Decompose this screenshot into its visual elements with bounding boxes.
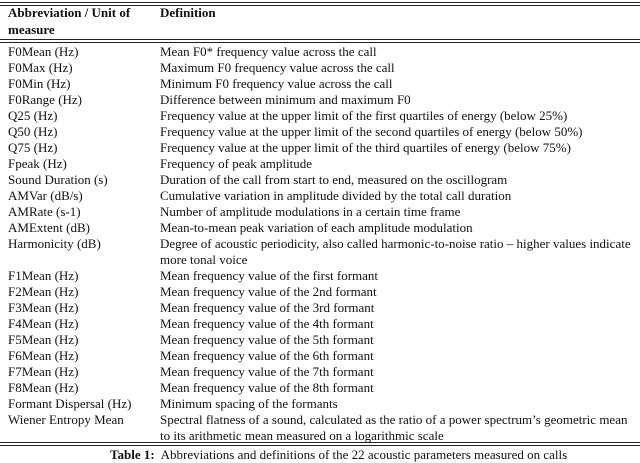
definition-cell: Mean frequency value of the first formant xyxy=(160,268,379,283)
table-caption xyxy=(110,448,567,462)
definition-cell: Maximum F0 frequency value across the call xyxy=(160,60,395,75)
abbreviation-cell: F0Min (Hz) xyxy=(8,76,71,91)
abbreviation-cell: F7Mean (Hz) xyxy=(8,364,79,379)
abbreviation-cell: Q75 (Hz) xyxy=(8,140,58,155)
definition-cell: Cumulative variation in amplitude divided by the total call duration xyxy=(160,188,512,203)
abbreviation-cell: Sound Duration (s) xyxy=(8,172,108,187)
bottom-rule xyxy=(0,442,640,443)
definition-cell: Mean F0* frequency value across the call xyxy=(160,44,377,59)
abbreviation-cell: F1Mean (Hz) xyxy=(8,268,79,283)
abbreviation-cell: F6Mean (Hz) xyxy=(8,348,79,363)
abbreviation-cell: F0Max (Hz) xyxy=(8,60,73,75)
abbreviation-cell: Fpeak (Hz) xyxy=(8,156,67,171)
definition-cell: Degree of acoustic periodicity, also called harmonic-to-noise ratio – higher values indicate more tonal voice xyxy=(160,236,631,267)
header-abbreviation: Abbreviation / Unit of measure xyxy=(8,5,131,37)
abbreviation-cell: AMExtent (dB) xyxy=(8,220,90,235)
abbreviation-cell: F0Mean (Hz) xyxy=(8,44,79,59)
definition-cell: Minimum spacing of the formants xyxy=(160,396,338,411)
definition-cell: Number of amplitude modulations in a certain time frame xyxy=(160,204,461,219)
definition-cell: Mean frequency value of the 4th formant xyxy=(160,316,374,331)
definition-cell: Spectral flatness of a sound, calculated as the ratio of a power spectrum’s geometric mean to its arithmetic mean measured on a logarithmic scale xyxy=(160,412,628,443)
definition-cell: Mean frequency value of the 6th formant xyxy=(160,348,374,363)
definition-cell: Mean frequency value of the 8th formant xyxy=(160,380,374,395)
abbreviation-cell: Q25 (Hz) xyxy=(8,108,58,123)
abbreviation-cell: Formant Dispersal (Hz) xyxy=(8,396,132,411)
caption-text: Abbreviations and definitions of the 22 acoustic parameters measured on calls xyxy=(160,447,568,462)
header-rule xyxy=(0,39,640,40)
definition-cell: Mean-to-mean peak variation of each amplitude modulation xyxy=(160,220,473,235)
definition-cell: Mean frequency value of the 5th formant xyxy=(160,332,374,347)
abbreviation-cell: F2Mean (Hz) xyxy=(8,284,79,299)
abbreviation-cell: AMVar (dB/s) xyxy=(8,188,83,203)
abbreviation-cell: Wiener Entropy Mean xyxy=(8,412,124,427)
definition-cell: Frequency value at the upper limit of the third quartiles of energy (below 75%) xyxy=(160,140,571,155)
header-definition: Definition xyxy=(160,5,216,20)
abbreviation-cell: F4Mean (Hz) xyxy=(8,316,79,331)
top-rule xyxy=(0,2,640,3)
abbreviation-cell: F0Range (Hz) xyxy=(8,92,83,107)
abbreviation-cell: F3Mean (Hz) xyxy=(8,300,79,315)
abbreviation-cell: Q50 (Hz) xyxy=(8,124,58,139)
abbreviation-cell: F8Mean (Hz) xyxy=(8,380,79,395)
definition-cell: Difference between minimum and maximum F0 xyxy=(160,92,411,107)
definition-cell: Minimum F0 frequency value across the call xyxy=(160,76,393,91)
caption-label: Table 1: xyxy=(110,447,155,462)
abbreviation-cell: AMRate (s-1) xyxy=(8,204,81,219)
definition-cell: Frequency value at the upper limit of the second quartiles of energy (below 50%) xyxy=(160,124,583,139)
definition-cell: Duration of the call from start to end, measured on the oscillogram xyxy=(160,172,508,187)
definition-cell: Frequency of peak amplitude xyxy=(160,156,312,171)
abbreviation-cell: Harmonicity (dB) xyxy=(8,236,101,251)
abbreviation-cell: F5Mean (Hz) xyxy=(8,332,79,347)
bottom-rule-2 xyxy=(0,445,640,446)
definition-cell: Mean frequency value of the 3rd formant xyxy=(160,300,375,315)
definition-cell: Mean frequency value of the 2nd formant xyxy=(160,284,377,299)
header-rule-2 xyxy=(0,42,640,43)
definition-cell: Mean frequency value of the 7th formant xyxy=(160,364,374,379)
definition-cell: Frequency value at the upper limit of the first quartiles of energy (below 25%) xyxy=(160,108,568,123)
